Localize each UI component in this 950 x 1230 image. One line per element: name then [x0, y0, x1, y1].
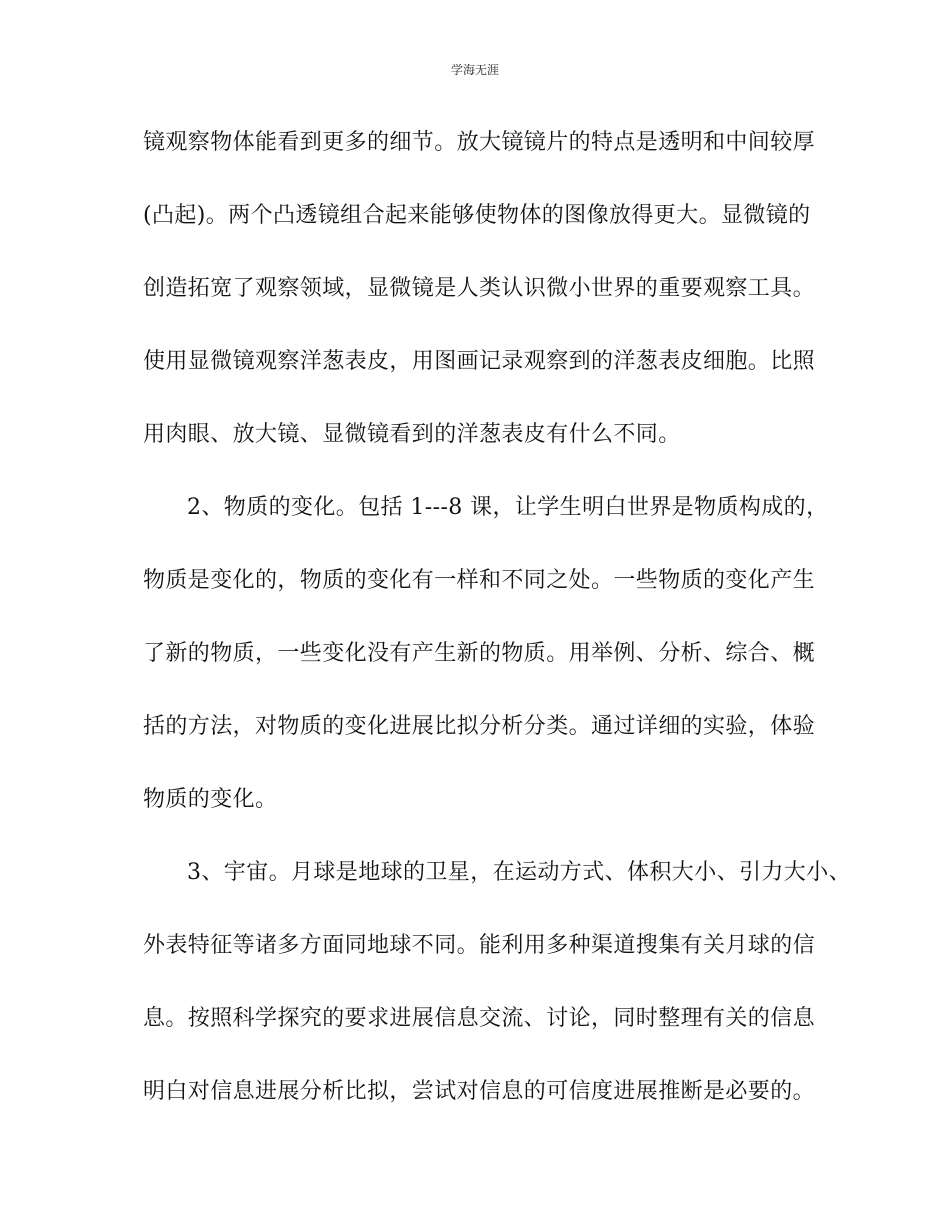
text-line: 物质是变化的，物质的变化有一样和不同之处。一些物质的变化产生 — [143, 568, 816, 593]
section-heading-line: 2、物质的变化。包括 1---8 课，让学生明白世界是物质构成的， — [187, 495, 829, 520]
section-heading-line: 3、宇宙。月球是地球的卫星，在运动方式、体积大小、引力大小、 — [187, 860, 851, 885]
text-line: 物质的变化。 — [143, 787, 278, 812]
text-line: 明白对信息进展分析比拟，尝试对信息的可信度进展推断是必要的。 — [143, 1079, 816, 1104]
text-line: 创造拓宽了观察领域，显微镜是人类认识微小世界的重要观察工具。 — [143, 276, 816, 301]
text-line: 镜观察物体能看到更多的细节。放大镜镜片的特点是透明和中间较厚 — [143, 130, 816, 155]
text-line: 括的方法，对物质的变化进展比拟分析分类。通过详细的实验，体验 — [143, 714, 816, 739]
text-line: 了新的物质，一些变化没有产生新的物质。用举例、分析、综合、概 — [143, 641, 816, 666]
text-line: 外表特征等诸多方面同地球不同。能利用多种渠道搜集有关月球的信 — [143, 933, 816, 958]
text-line: 用肉眼、放大镜、显微镜看到的洋葱表皮有什么不同。 — [143, 422, 681, 447]
page-header: 学海无涯 — [450, 63, 499, 77]
text-line: 使用显微镜观察洋葱表皮，用图画记录观察到的洋葱表皮细胞。比照 — [143, 349, 816, 374]
text-line: (凸起)。两个凸透镜组合起来能够使物体的图像放得更大。显微镜的 — [143, 203, 811, 228]
document-body — [143, 120, 851, 1142]
text-line: 息。按照科学探究的要求进展信息交流、讨论，同时整理有关的信息 — [143, 1006, 816, 1031]
